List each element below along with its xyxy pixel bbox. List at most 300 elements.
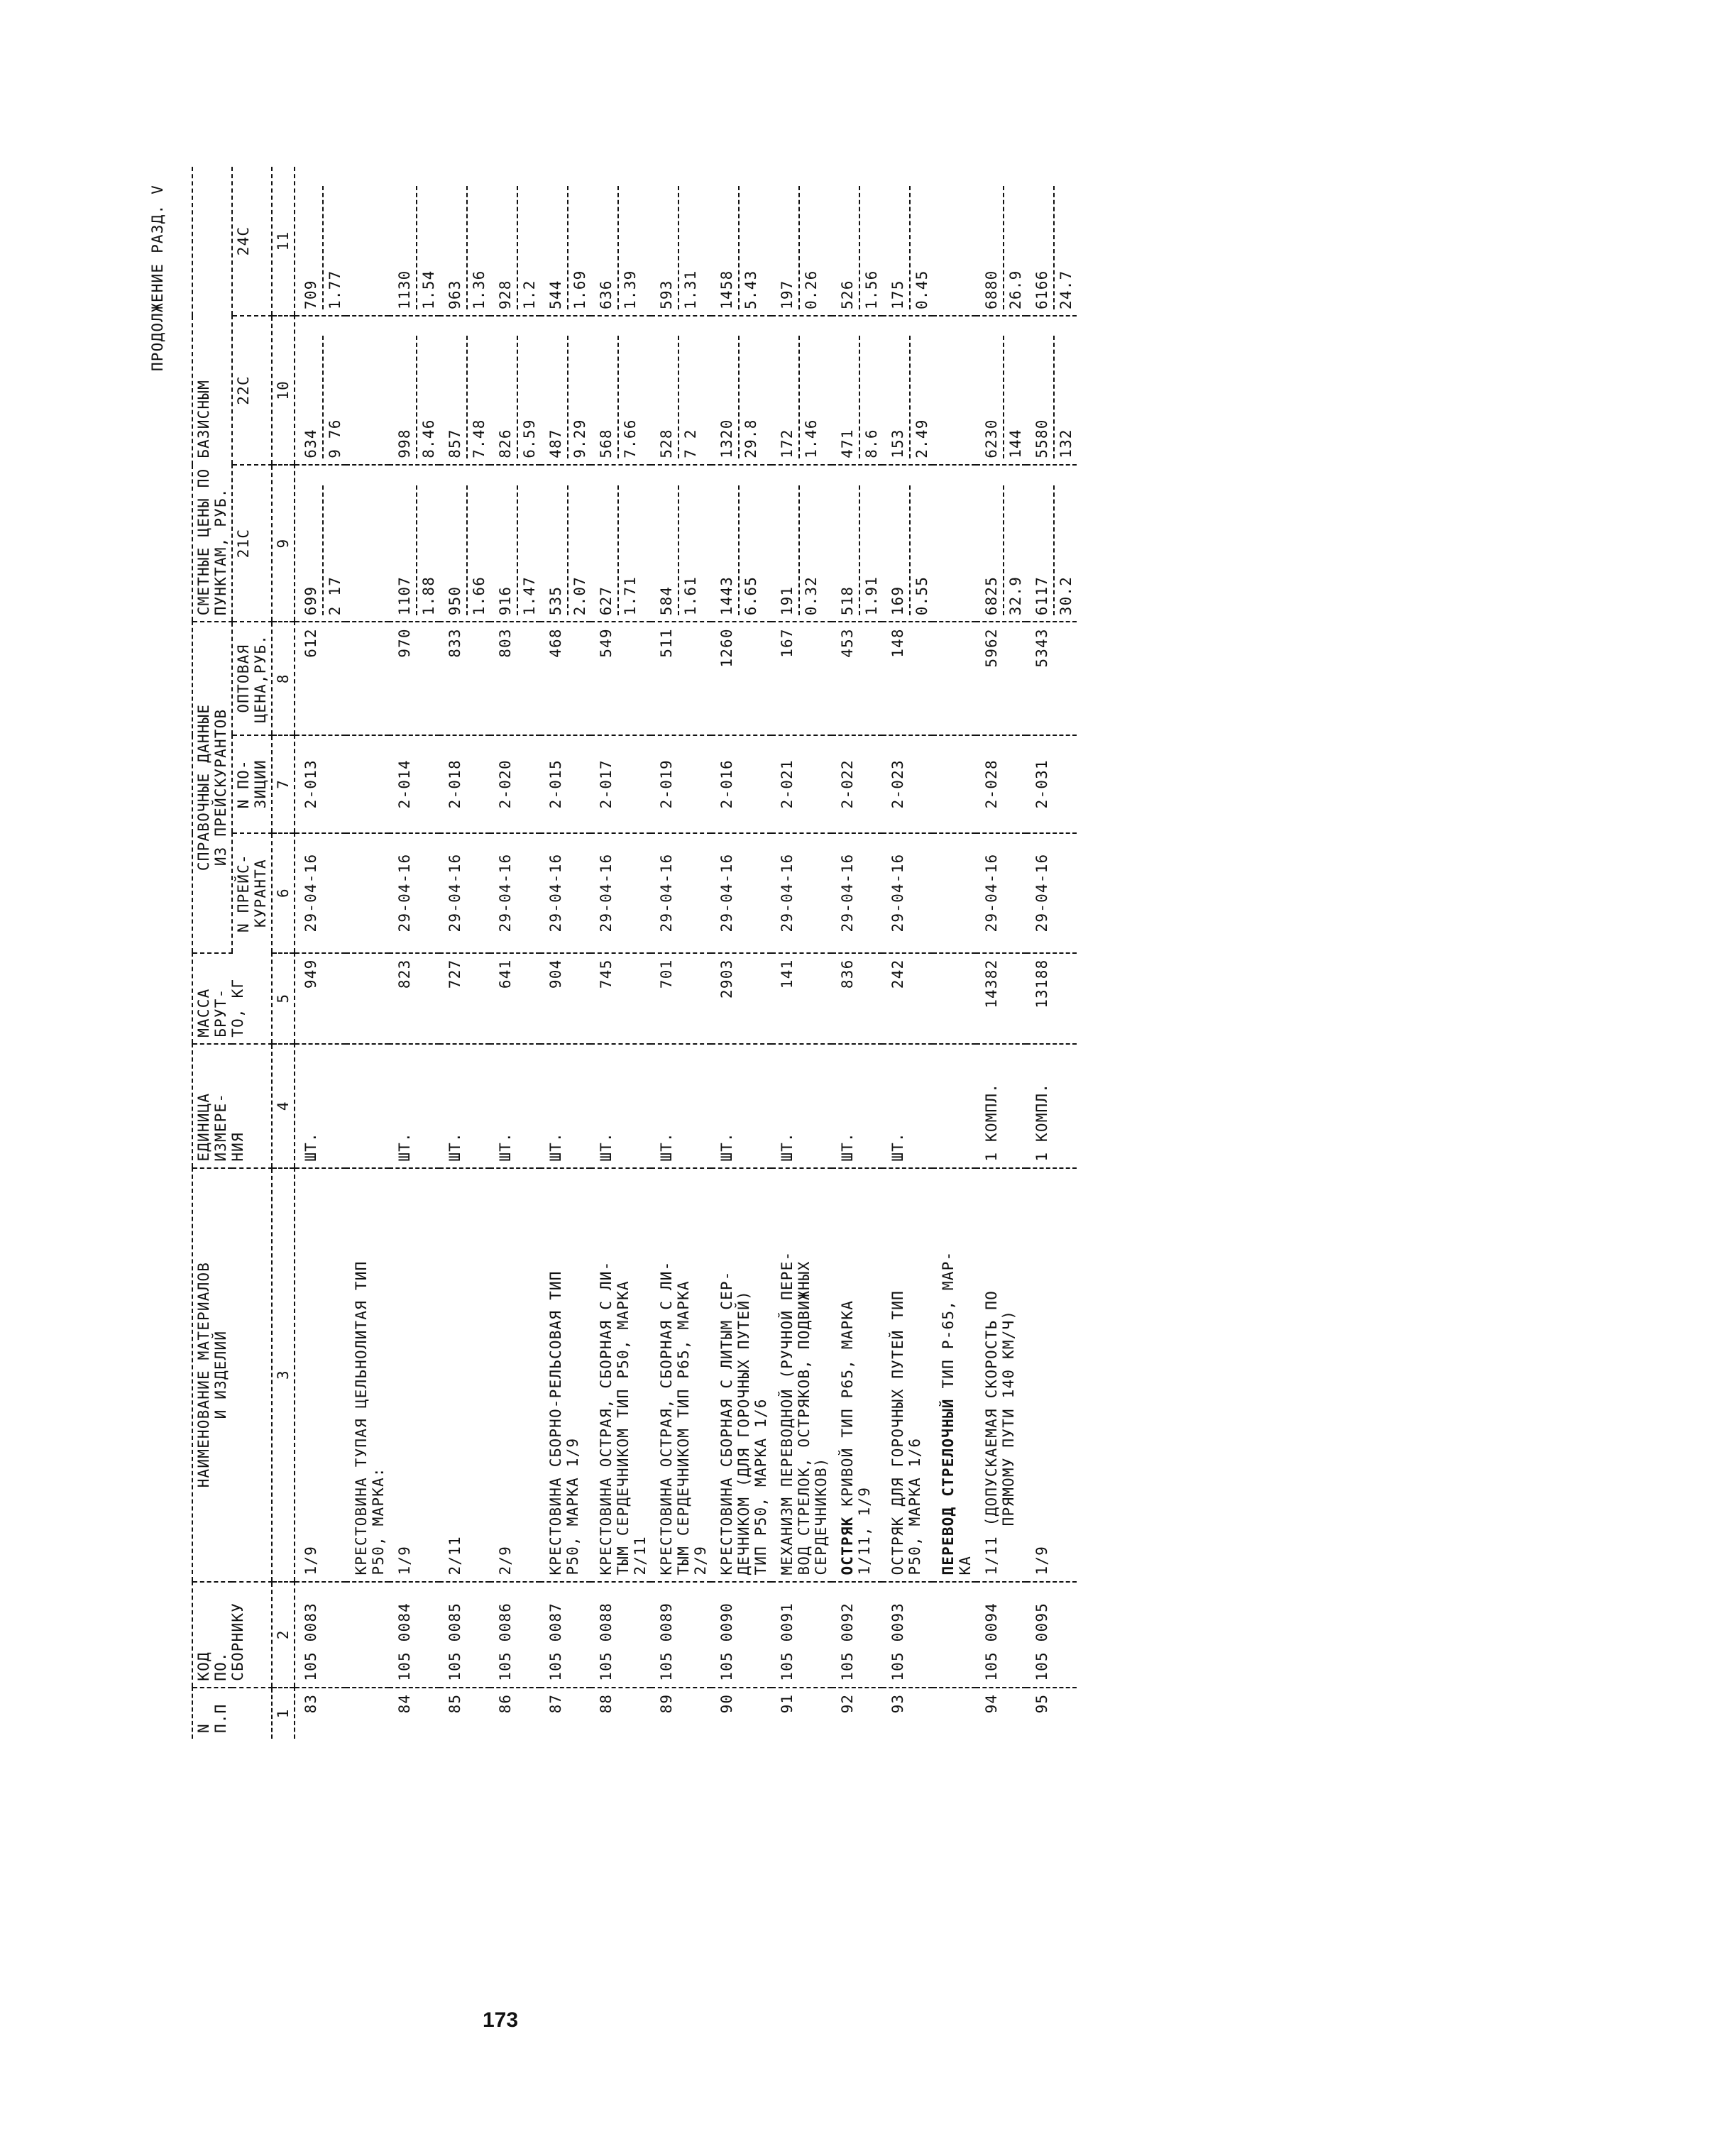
col-number: 4 xyxy=(272,1044,295,1168)
divider xyxy=(859,186,860,309)
code-cell: 105 0086 xyxy=(490,1582,540,1688)
row-number-cell: 90 xyxy=(718,1693,735,1714)
header-col-10: 22С xyxy=(232,316,272,465)
header-col-9: 21С xyxy=(232,465,272,622)
divider xyxy=(567,336,568,458)
position-cell: 2-022 xyxy=(832,735,882,833)
row-number-cell: 89 xyxy=(658,1693,675,1714)
price-cell-p22 xyxy=(882,316,933,465)
unit-cell xyxy=(346,1044,389,1168)
unit-cell: ШТ. xyxy=(590,1044,651,1168)
price-value: 169 xyxy=(889,585,906,616)
position-cell xyxy=(933,735,976,833)
pricelist-cell: 29-04-16 xyxy=(882,833,933,953)
price-transport-value: 7.66 xyxy=(622,419,639,458)
item-name-text: КРЕСТОВИНА ОСТРАЯ, СБОРНАЯ С ЛИ- ТЫМ СЕРДЕЧНИКОМ ТИП Р65, МАРКА 2/9 xyxy=(658,1260,709,1575)
price-transport-value: 2.49 xyxy=(913,419,930,458)
materials-price-table xyxy=(192,167,1077,1739)
position-cell: 2-013 xyxy=(295,735,346,833)
price-cell-p22 xyxy=(540,316,590,465)
divider xyxy=(416,485,417,615)
price-transport-value: 6.65 xyxy=(742,576,759,616)
pricelist-cell: 29-04-16 xyxy=(711,833,771,953)
row-number-cell: 95 xyxy=(1033,1693,1050,1714)
mass-cell: 14382 xyxy=(976,953,1026,1044)
row-number-cell: 92 xyxy=(839,1693,856,1714)
unit-cell: 1 КОМПЛ. xyxy=(1026,1044,1077,1168)
price-cell-p21 xyxy=(490,465,540,622)
divider xyxy=(517,485,518,615)
item-name-cell xyxy=(771,1168,832,1582)
continuation-title: ПРОДОЛЖЕНИЕ РАЗД. V xyxy=(149,185,166,372)
pricelist-cell: 29-04-16 xyxy=(490,833,540,953)
price-cell-p21 xyxy=(540,465,590,622)
price-value: 153 xyxy=(889,429,906,458)
code-cell: 105 0085 xyxy=(439,1582,490,1688)
col-number: 11 xyxy=(272,167,295,316)
pricelist-cell xyxy=(933,833,976,953)
header-col-11: 24С xyxy=(232,167,272,316)
divider xyxy=(466,336,468,458)
item-name-text: 1/9 xyxy=(302,1546,319,1575)
price-value: 568 xyxy=(598,429,615,458)
item-name-text: КРЕСТОВИНА СБОРНАЯ С ЛИТЫМ СЕР- ДЕЧНИКОМ (ДЛЯ ГОРОЧНЫХ ПУТЕЙ) ТИП Р50, МАРКА 1/6 xyxy=(718,1270,769,1575)
mass-cell: 701 xyxy=(651,953,711,1044)
table-row xyxy=(976,167,1026,1739)
header-col-5: МАССА БРУТ- ТО, КГ xyxy=(192,953,272,1044)
col-number: 6 xyxy=(272,833,295,953)
price-value: 963 xyxy=(446,280,463,309)
divider xyxy=(1053,336,1055,458)
position-cell: 2-019 xyxy=(651,735,711,833)
divider xyxy=(678,336,679,458)
wholesale-price-cell: 167 xyxy=(771,622,832,735)
table-row xyxy=(389,167,439,1739)
price-value: 826 xyxy=(497,429,514,458)
col-number: 9 xyxy=(272,465,295,622)
price-cell-p21 xyxy=(590,465,651,622)
divider xyxy=(517,186,518,309)
item-name-text: ОСТРЯК ДЛЯ ГОРОЧНЫХ ПУТЕЙ ТИП Р50, МАРКА 1/6 xyxy=(889,1290,923,1575)
divider xyxy=(1053,485,1055,615)
unit-cell: ШТ. xyxy=(651,1044,711,1168)
position-cell: 2-015 xyxy=(540,735,590,833)
divider xyxy=(1003,186,1004,309)
header-col-3: НАИМЕНОВАНИЕ МАТЕРИАЛОВ И ИЗДЕЛИЙ xyxy=(192,1168,272,1582)
price-value: 518 xyxy=(839,585,856,616)
row-number-cell xyxy=(346,1688,389,1739)
item-name-cell xyxy=(389,1168,439,1582)
unit-cell: ШТ. xyxy=(711,1044,771,1168)
price-transport-value: 1.69 xyxy=(571,270,588,309)
price-value: 916 xyxy=(497,585,514,616)
price-transport-value: 1.61 xyxy=(682,576,699,616)
item-name-cell xyxy=(490,1168,540,1582)
table-row xyxy=(490,167,540,1739)
position-cell: 2-031 xyxy=(1026,735,1077,833)
mass-cell: 836 xyxy=(832,953,882,1044)
price-transport-value: 24.7 xyxy=(1057,270,1075,309)
header-row-numbers xyxy=(272,167,295,1739)
price-transport-value: 1.66 xyxy=(471,576,488,616)
table-row xyxy=(711,167,771,1739)
divider xyxy=(617,336,619,458)
code-cell: 105 0088 xyxy=(590,1582,651,1688)
row-number-cell: 93 xyxy=(889,1693,906,1714)
divider xyxy=(798,336,800,458)
divider xyxy=(416,186,417,309)
header-col-2: КОД ПО. СБОРНИКУ xyxy=(192,1582,272,1688)
price-cell-p24 xyxy=(295,167,346,316)
price-value: 1107 xyxy=(396,576,413,616)
unit-cell: 1 КОМПЛ. xyxy=(976,1044,1026,1168)
mass-cell: 141 xyxy=(771,953,832,1044)
divider xyxy=(909,186,911,309)
price-cell-p21 xyxy=(832,465,882,622)
price-value: 175 xyxy=(889,280,906,309)
wholesale-price-cell: 1260 xyxy=(711,622,771,735)
price-value: 6880 xyxy=(983,270,1000,309)
mass-cell: 2903 xyxy=(711,953,771,1044)
col-number: 2 xyxy=(272,1582,295,1688)
price-cell-p21 xyxy=(389,465,439,622)
price-cell-p22 xyxy=(771,316,832,465)
wholesale-price-cell xyxy=(933,622,976,735)
pricelist-cell: 29-04-16 xyxy=(832,833,882,953)
price-value: 699 xyxy=(302,585,319,616)
col-number: 7 xyxy=(272,735,295,833)
divider xyxy=(466,485,468,615)
code-cell xyxy=(346,1582,389,1688)
price-transport-value: 0.55 xyxy=(913,576,930,616)
price-value: 535 xyxy=(547,585,564,616)
table-body xyxy=(295,167,1077,1739)
price-cell-p22 xyxy=(976,316,1026,465)
price-cell-p22 xyxy=(346,316,389,465)
price-cell-p24 xyxy=(882,167,933,316)
mass-cell: 904 xyxy=(540,953,590,1044)
price-transport-value: 7 2 xyxy=(682,429,699,458)
price-cell-p24 xyxy=(439,167,490,316)
divider xyxy=(859,485,860,615)
table-row xyxy=(540,167,590,1739)
price-cell-p24 xyxy=(590,167,651,316)
price-value: 487 xyxy=(547,429,564,458)
divider xyxy=(1003,485,1004,615)
price-transport-value: 1.77 xyxy=(326,270,344,309)
price-value: 172 xyxy=(779,429,796,458)
mass-cell xyxy=(346,953,389,1044)
price-cell-p21 xyxy=(439,465,490,622)
price-transport-value: 1.88 xyxy=(420,576,437,616)
price-value: 998 xyxy=(396,429,413,458)
mass-cell: 745 xyxy=(590,953,651,1044)
divider xyxy=(416,336,417,458)
price-cell-p21 xyxy=(976,465,1026,622)
price-transport-value: 0.26 xyxy=(803,270,820,309)
price-transport-value: 6.59 xyxy=(521,419,538,458)
price-transport-value: 1.31 xyxy=(682,270,699,309)
unit-cell xyxy=(933,1044,976,1168)
price-cell-p21 xyxy=(882,465,933,622)
item-name-text: 1/9 xyxy=(396,1546,413,1575)
item-name-cell xyxy=(651,1168,711,1582)
row-number-cell: 86 xyxy=(497,1693,514,1714)
wholesale-price-cell: 511 xyxy=(651,622,711,735)
price-cell-p21 xyxy=(651,465,711,622)
price-value: 526 xyxy=(839,280,856,309)
wholesale-price-cell: 453 xyxy=(832,622,882,735)
price-transport-value: 144 xyxy=(1007,429,1024,458)
price-cell-p24 xyxy=(771,167,832,316)
price-transport-value: 8.6 xyxy=(863,429,880,458)
price-value: 1130 xyxy=(396,270,413,309)
divider xyxy=(909,485,911,615)
price-transport-value: 5.43 xyxy=(742,270,759,309)
price-transport-value: 0.32 xyxy=(803,576,820,616)
row-number-cell: 84 xyxy=(396,1693,413,1714)
price-transport-value: 1.56 xyxy=(863,270,880,309)
header-row-top xyxy=(192,167,232,1739)
unit-cell: ШТ. xyxy=(540,1044,590,1168)
wholesale-price-cell: 803 xyxy=(490,622,540,735)
wholesale-price-cell: 970 xyxy=(389,622,439,735)
item-name-cell xyxy=(882,1168,933,1582)
price-cell-p21 xyxy=(771,465,832,622)
price-cell-p21 xyxy=(711,465,771,622)
price-cell-p24 xyxy=(1026,167,1077,316)
unit-cell: ШТ. xyxy=(490,1044,540,1168)
code-cell: 105 0083 xyxy=(295,1582,346,1688)
price-cell-p21 xyxy=(1026,465,1077,622)
mass-cell: 949 xyxy=(295,953,346,1044)
price-value: 584 xyxy=(658,585,675,616)
header-col-6: N ПРЕЙС- КУРАНТА xyxy=(232,833,272,953)
item-name-cell xyxy=(976,1168,1026,1582)
position-cell: 2-021 xyxy=(771,735,832,833)
wholesale-price-cell xyxy=(346,622,389,735)
unit-cell: ШТ. xyxy=(295,1044,346,1168)
mass-cell: 823 xyxy=(389,953,439,1044)
item-name-text: КРЕСТОВИНА ТУПАЯ ЦЕЛЬНОЛИТАЯ ТИП Р50, МАРКА: xyxy=(353,1260,387,1575)
price-transport-value: 1.46 xyxy=(803,419,820,458)
price-value: 191 xyxy=(779,585,796,616)
price-transport-value: 9.29 xyxy=(571,419,588,458)
divider xyxy=(738,186,740,309)
price-transport-value: 26.9 xyxy=(1007,270,1024,309)
unit-cell: ШТ. xyxy=(771,1044,832,1168)
code-cell: 105 0091 xyxy=(771,1582,832,1688)
price-value: 1443 xyxy=(718,576,735,616)
item-name-text: ТИП Р-65, МАР- КА xyxy=(940,1250,974,1575)
price-value: 544 xyxy=(547,280,564,309)
price-transport-value: 0.45 xyxy=(913,270,930,309)
price-transport-value: 1.91 xyxy=(863,576,880,616)
divider xyxy=(1003,336,1004,458)
wholesale-price-cell: 148 xyxy=(882,622,933,735)
divider xyxy=(1053,186,1055,309)
wholesale-price-cell: 5962 xyxy=(976,622,1026,735)
price-value: 1320 xyxy=(718,419,735,458)
price-transport-value: 1.2 xyxy=(521,280,538,309)
price-transport-value: 29.8 xyxy=(742,419,759,458)
position-cell: 2-016 xyxy=(711,735,771,833)
table-row xyxy=(439,167,490,1739)
position-cell: 2-028 xyxy=(976,735,1026,833)
item-name-text: КРЕСТОВИНА СБОРНО-РЕЛЬСОВАЯ ТИП Р50, МАРКА 1/9 xyxy=(547,1270,581,1575)
price-transport-value: 30.2 xyxy=(1057,576,1075,616)
divider xyxy=(738,485,740,615)
item-name-cell xyxy=(590,1168,651,1582)
header-ref-group: СПРАВОЧНЫЕ ДАННЫЕ ИЗ ПРЕЙСКУРАНТОВ xyxy=(192,622,232,952)
price-value: 709 xyxy=(302,280,319,309)
header-col-7: N ПО- ЗИЦИИ xyxy=(232,735,272,833)
table-row xyxy=(651,167,711,1739)
price-transport-value: 2 17 xyxy=(326,576,344,616)
divider xyxy=(322,186,324,309)
row-number-cell: 87 xyxy=(547,1693,564,1714)
code-cell: 105 0084 xyxy=(389,1582,439,1688)
divider xyxy=(617,485,619,615)
item-name-bold: ОСТРЯК xyxy=(839,1516,856,1575)
price-value: 471 xyxy=(839,429,856,458)
price-cell-p22 xyxy=(490,316,540,465)
rotated-table-sheet xyxy=(135,163,1075,1739)
mass-cell: 242 xyxy=(882,953,933,1044)
price-value: 528 xyxy=(658,429,675,458)
item-name-text: КРЕСТОВИНА ОСТРАЯ, СБОРНАЯ С ЛИ- ТЫМ СЕРДЕЧНИКОМ ТИП Р50, МАРКА 2/11 xyxy=(598,1260,649,1575)
wholesale-price-cell: 549 xyxy=(590,622,651,735)
pricelist-cell: 29-04-16 xyxy=(651,833,711,953)
price-cell-p24 xyxy=(933,167,976,316)
item-name-bold: ПЕРЕВОД СТРЕЛОЧНЫЙ xyxy=(940,1398,957,1575)
divider xyxy=(859,336,860,458)
pricelist-cell: 29-04-16 xyxy=(389,833,439,953)
item-name-cell xyxy=(711,1168,771,1582)
header-col-4: ЕДИНИЦА ИЗМЕРЕ- НИЯ xyxy=(192,1044,272,1168)
divider xyxy=(798,186,800,309)
item-name-text: КРИВОЙ ТИП Р65, МАРКА 1/11, 1/9 xyxy=(839,1299,873,1575)
row-number-cell: 94 xyxy=(983,1693,1000,1714)
code-cell xyxy=(933,1582,976,1688)
col-number: 8 xyxy=(272,622,295,735)
position-cell: 2-017 xyxy=(590,735,651,833)
divider xyxy=(678,485,679,615)
price-value: 857 xyxy=(446,429,463,458)
price-value: 5580 xyxy=(1033,419,1050,458)
mass-cell: 641 xyxy=(490,953,540,1044)
divider xyxy=(322,336,324,458)
header-col-8: ОПТОВАЯ ЦЕНА,РУБ. xyxy=(232,622,272,735)
table-row xyxy=(1026,167,1077,1739)
price-cell-p22 xyxy=(295,316,346,465)
row-number-cell xyxy=(933,1688,976,1739)
price-cell-p24 xyxy=(389,167,439,316)
code-cell: 105 0092 xyxy=(832,1582,882,1688)
price-cell-p21 xyxy=(346,465,389,622)
divider xyxy=(909,336,911,458)
wholesale-price-cell: 468 xyxy=(540,622,590,735)
price-value: 1458 xyxy=(718,270,735,309)
price-transport-value: 2.07 xyxy=(571,576,588,616)
price-value: 928 xyxy=(497,280,514,309)
divider xyxy=(567,186,568,309)
position-cell: 2-018 xyxy=(439,735,490,833)
price-value: 6230 xyxy=(983,419,1000,458)
price-value: 636 xyxy=(598,280,615,309)
price-transport-value: 32.9 xyxy=(1007,576,1024,616)
price-transport-value: 1.47 xyxy=(521,576,538,616)
price-cell-p24 xyxy=(711,167,771,316)
price-transport-value: 7.48 xyxy=(471,419,488,458)
table-row xyxy=(346,167,389,1739)
unit-cell: ШТ. xyxy=(439,1044,490,1168)
item-name-cell xyxy=(295,1168,346,1582)
price-transport-value: 8.46 xyxy=(420,419,437,458)
code-cell: 105 0094 xyxy=(976,1582,1026,1688)
price-value: 6825 xyxy=(983,576,1000,616)
wholesale-price-cell: 612 xyxy=(295,622,346,735)
position-cell: 2-020 xyxy=(490,735,540,833)
price-cell-p24 xyxy=(832,167,882,316)
page-number: 173 xyxy=(483,2008,519,2032)
pricelist-cell: 29-04-16 xyxy=(590,833,651,953)
price-transport-value: 9 76 xyxy=(326,419,344,458)
divider xyxy=(466,186,468,309)
pricelist-cell: 29-04-16 xyxy=(1026,833,1077,953)
price-cell-p24 xyxy=(540,167,590,316)
divider xyxy=(517,336,518,458)
item-name-text: 1/9 xyxy=(1033,1546,1050,1575)
col-number: 1 xyxy=(272,1688,295,1739)
price-transport-value: 1.71 xyxy=(622,576,639,616)
divider xyxy=(617,186,619,309)
price-transport-value: 1.54 xyxy=(420,270,437,309)
price-value: 593 xyxy=(658,280,675,309)
header-col-1: N П.П xyxy=(192,1688,272,1739)
pricelist-cell: 29-04-16 xyxy=(976,833,1026,953)
table-row xyxy=(832,167,882,1739)
price-cell-p22 xyxy=(711,316,771,465)
price-cell-p22 xyxy=(439,316,490,465)
price-cell-p22 xyxy=(389,316,439,465)
divider xyxy=(798,485,800,615)
col-number: 3 xyxy=(272,1168,295,1582)
row-number-cell: 91 xyxy=(779,1693,796,1714)
price-value: 950 xyxy=(446,585,463,616)
code-cell: 105 0089 xyxy=(651,1582,711,1688)
item-name-cell xyxy=(933,1168,976,1582)
table-row xyxy=(295,167,346,1739)
wholesale-price-cell: 833 xyxy=(439,622,490,735)
price-cell-p24 xyxy=(346,167,389,316)
price-transport-value: 1.39 xyxy=(622,270,639,309)
position-cell: 2-014 xyxy=(389,735,439,833)
item-name-cell xyxy=(1026,1168,1077,1582)
divider xyxy=(567,485,568,615)
price-transport-value: 1.36 xyxy=(471,270,488,309)
pricelist-cell: 29-04-16 xyxy=(771,833,832,953)
divider xyxy=(322,485,324,615)
price-cell-p22 xyxy=(832,316,882,465)
item-name-text: 1/11 (ДОПУСКАЕМАЯ СКОРОСТЬ ПО ПРЯМОМУ ПУТИ 140 КМ/Ч) xyxy=(983,1290,1017,1575)
price-value: 6117 xyxy=(1033,576,1050,616)
price-value: 634 xyxy=(302,429,319,458)
price-cell-p24 xyxy=(651,167,711,316)
divider xyxy=(738,336,740,458)
price-cell-p22 xyxy=(933,316,976,465)
code-cell: 105 0093 xyxy=(882,1582,933,1688)
